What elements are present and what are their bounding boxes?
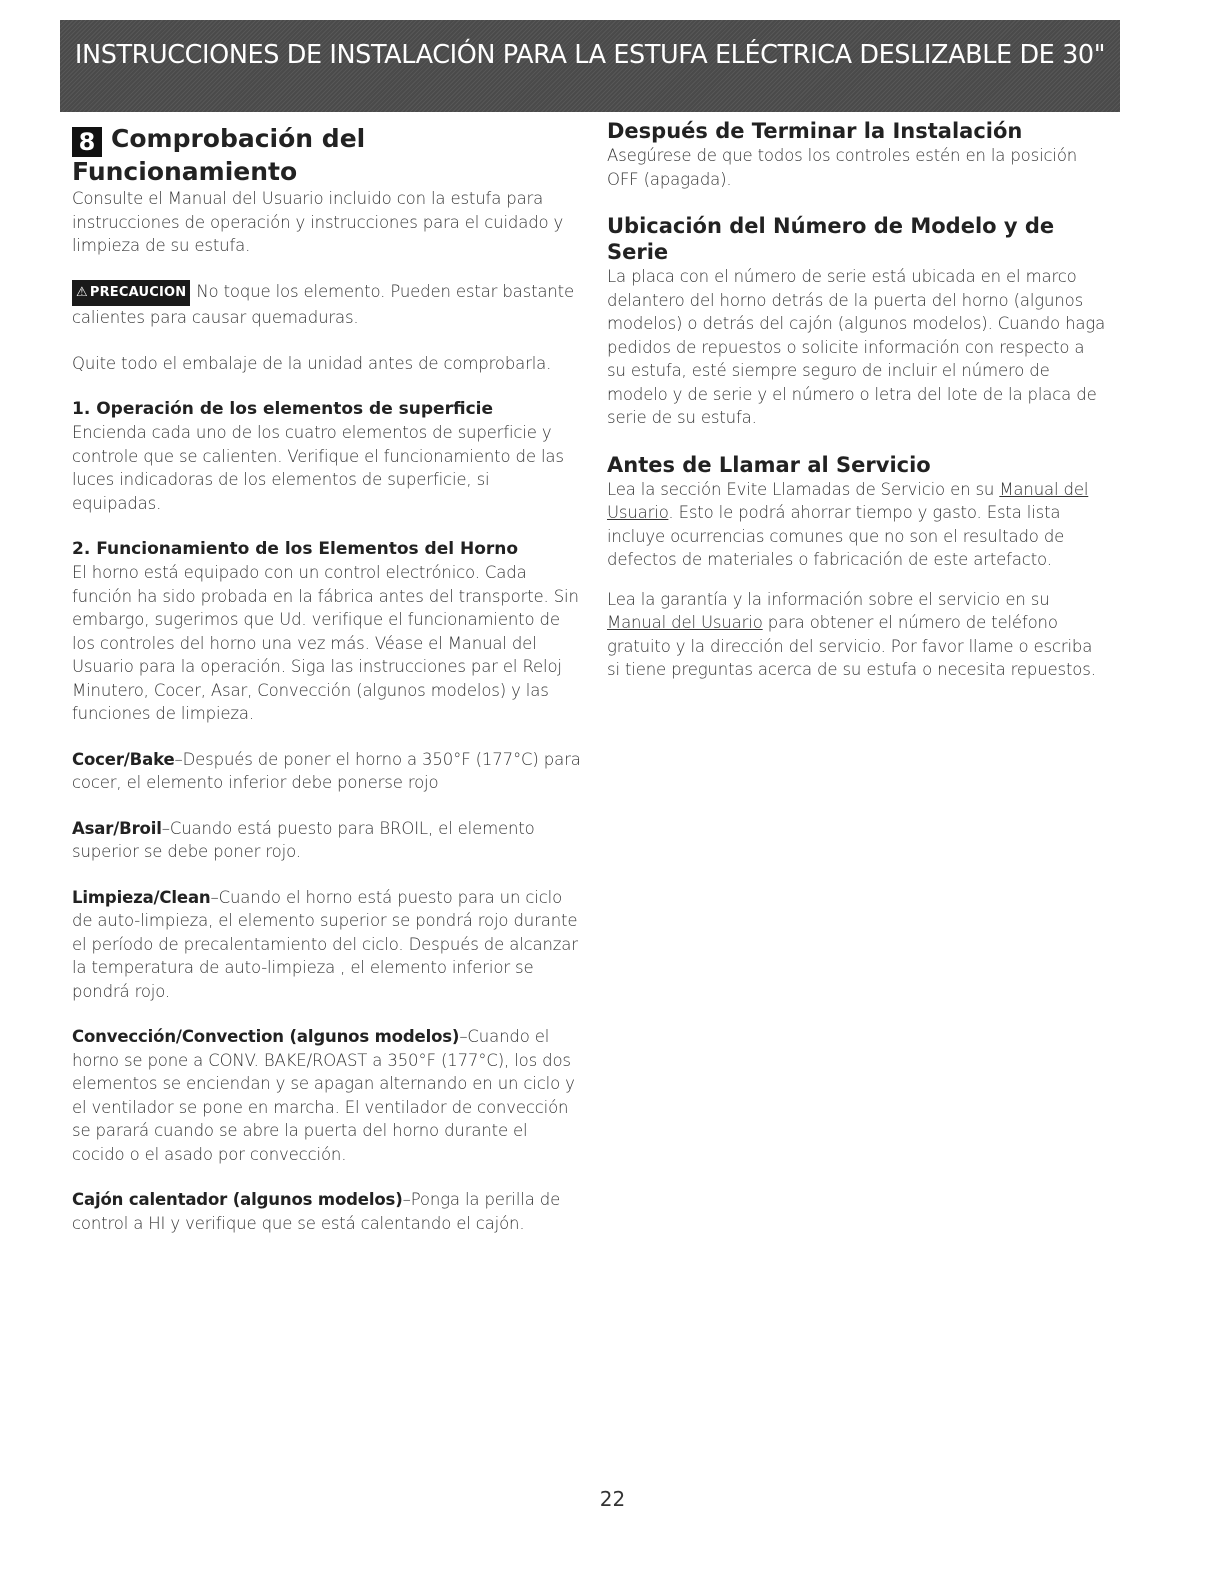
clean-paragraph [72, 886, 582, 1004]
banner-title: INSTRUCCIONES DE INSTALACIÓN PARA LA ESTUFA ELÉCTRICA DESLIZABLE DE 30" [74, 40, 1106, 70]
convection-text: –Cuando el horno se pone a CONV. BAKE/ROAST a 350°F (177°C), los dos elementos se enciendan y se apagan alternando en un ciclo y el ventilador se pone en marcha. El ventilador de convección se parará cuando se abre la puerta del horno durante el cocido o el asado por convección. [72, 1027, 575, 1164]
warming-drawer-text: –Ponga la perilla de control a HI y verifique que se está calentando el cajón. [72, 1190, 561, 1233]
serial-location-text: La placa con el número de serie está ubicada en el marco delantero del horno detrás de la puerta del horno (algunos modelos) o detrás del cajón (algunos modelos). Cuando haga pedidos de repuestos o solicite información con respecto a su estufa, esté siempre seguro de incluir el número de modelo y de serie y el número o letra del lote de la placa de serie de su estufa. [607, 267, 1106, 427]
warming-drawer-paragraph [72, 1188, 582, 1235]
before-service-text-a: Lea la sección Evite Llamadas de Servicio en su [607, 479, 1000, 499]
clean-lead: Limpieza/Clean [72, 887, 211, 907]
bake-text: –Después de poner el horno a 350°F (177°C) para cocer, el elemento inferior debe ponerse rojo [72, 749, 581, 792]
after-install-title: Después de Terminar la Instalación [607, 119, 1023, 143]
clean-text: –Cuando el horno está puesto para un ciclo de auto-limpieza, el elemento superior se pondrá rojo durante el período de precalentamiento del ciclo. Después de alcanzar la temperatura de auto-limpieza , el elemento inferior se pondrá rojo. [72, 887, 578, 1001]
caution-label: PRECAUCION [89, 284, 187, 300]
right-column [607, 118, 1107, 682]
warranty-text [607, 588, 1107, 682]
section-number-badge: 8 [72, 127, 102, 157]
warming-drawer-lead: Cajón calentador (algunos modelos) [72, 1190, 403, 1209]
step1-title: 1. Operación de los elementos de superficie [72, 399, 494, 419]
bake-paragraph [72, 748, 582, 795]
warning-icon: ⚠ [76, 284, 88, 300]
caution-paragraph [72, 280, 582, 330]
before-service-title: Antes de Llamar al Servicio [607, 452, 931, 477]
step2-text: El horno está equipado con un control electrónico. Cada función ha sido probada en la fábrica antes del transporte. Sin embargo, sugerimos que Ud. verifique el funcionamiento de los controles del horno una vez más. Véase el Manual del Usuario para la operación. Siga las instrucciones par el Reloj Minutero, Cocer, Asar, Convección (algunos modelos) y las funciones de limpieza. [72, 563, 579, 723]
warranty-text-a: Lea la garantía y la información sobre el servicio en su [607, 589, 1050, 609]
step1-text: Encienda cada uno de los cuatro elementos de superficie y controle que se calienten. Verifique el funcionamiento de las luces indicadoras de los elementos de superficie, si equipadas. [72, 423, 564, 513]
page-number: 22 [599, 1487, 626, 1511]
intro-paragraph: Consulte el Manual del Usuario incluido con la estufa para instrucciones de operación y instrucciones para el cuidado y limpieza de su estufa. [72, 189, 564, 255]
broil-paragraph [72, 817, 582, 864]
broil-text: –Cuando está puesto para BROIL, el elemento superior se debe poner rojo. [72, 818, 535, 861]
left-column [72, 118, 582, 1235]
warranty-text-b: para obtener el número de teléfono gratuito y la dirección del servicio. Por favor llame o escriba si tiene preguntas acerca de su estufa o necesita repuestos. [607, 613, 1096, 679]
section-title-line-2: Funcionamiento [72, 157, 298, 186]
section-title-line-1: Comprobación del [111, 124, 366, 153]
caution-badge [72, 280, 190, 307]
step2-title: 2. Funcionamiento de los Elementos del Horno [72, 539, 519, 559]
section-heading [72, 118, 582, 157]
before-service-text [607, 478, 1107, 572]
convection-paragraph [72, 1025, 582, 1166]
broil-lead: Asar/Broil [72, 818, 162, 838]
manual-link-2: Manual del Usuario [607, 613, 763, 632]
manual-link-1: Manual del Usuario [607, 479, 1089, 522]
remove-packaging-paragraph: Quite todo el embalaje de la unidad antes de comprobarla. [72, 353, 552, 373]
convection-lead: Convección/Convection (algunos modelos) [72, 1027, 460, 1046]
header-banner [60, 20, 1120, 112]
caution-text: No toque los elemento. Pueden estar bastante calientes para causar quemaduras. [72, 281, 574, 327]
after-install-text: Asegúrese de que todos los controles estén en la posición OFF (apagada). [607, 146, 1078, 189]
serial-location-title: Ubicación del Número de Modelo y de Serie [607, 214, 1055, 264]
before-service-text-b: . Esto le podrá ahorrar tiempo y gasto. Esta lista incluye ocurrencias comunes que no son el resultado de defectos de materiales o fabricación de este artefacto. [607, 503, 1065, 569]
bake-lead: Cocer/Bake [72, 749, 175, 769]
